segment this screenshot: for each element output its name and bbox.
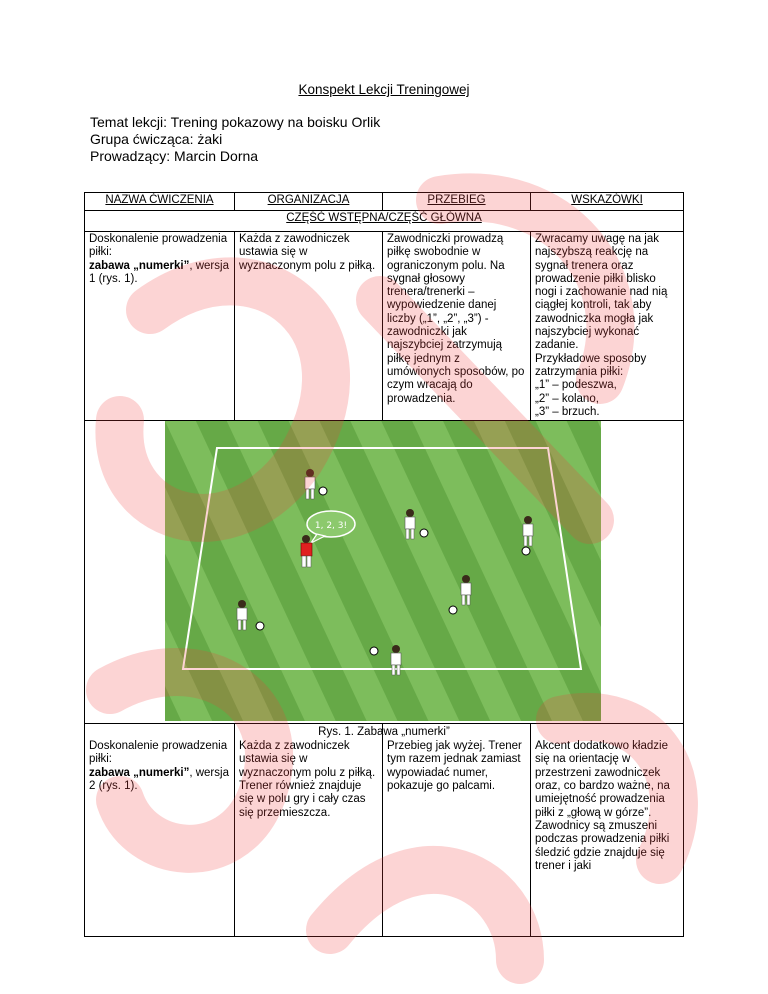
document-title: Konspekt Lekcji Treningowej — [298, 82, 470, 97]
tips-list-item: „2” – kolano, — [535, 392, 599, 405]
leader-line: Prowadzący: Marcin Dorna — [90, 148, 259, 164]
speech-text: 1, 2, 3! — [314, 521, 348, 532]
organization-2: Każda z zawodniczek ustawia się w wyznaczonym polu z piłką. Trener również znajduje się w polu gry i cały czas się przemieszcza. — [235, 724, 383, 937]
exercise-row-2 — [85, 724, 684, 937]
exercise-name-text: Doskonalenie prowadzenia piłki: — [89, 233, 228, 259]
ball-icon — [522, 547, 530, 555]
tips-list-intro: Przykładowe sposoby zatrzymania piłki: — [535, 352, 647, 378]
lesson-table — [84, 192, 684, 937]
header-tips: WSKAZÓWKI — [571, 194, 643, 206]
course-2: Przebieg jak wyżej. Trener tym razem jednak zamiast wypowiadać numer, pokazuje go palcami. — [383, 724, 531, 937]
tips-list-item: „1” – podeszwa, — [535, 379, 617, 392]
ball-icon — [319, 487, 327, 495]
exercise-name-bold: zabawa „numerki” — [89, 259, 190, 272]
course-1: Zawodniczki prowadzą piłkę swobodnie w ograniczonym polu. Na sygnał głosowy trenera/trenerki – wypowiedzenie danej liczby („1”, „2”, „3”) - zawodniczki jak najszybciej zatrzymują piłkę jednym z umówionych sposobów, po czym wracają do prowadzenia. — [383, 232, 531, 421]
section-title: CZĘŚĆ WSTĘPNA/CZĘŚĆ GŁÓWNA — [286, 212, 482, 224]
lesson-meta — [90, 114, 380, 165]
topic-line: Temat lekcji: Trening pokazowy na boisku Orlik — [90, 114, 381, 130]
tips-2: Akcent dodatkowo kładzie się na orientację w przestrzeni zawodniczek oraz, co bardzo ważne, na umiejętność prowadzenia piłki z „głową w górze”. Zawodnicy są zmuszeni podczas prowadzenia piłki śledzić gdzie znajduje się trener i jaki — [531, 724, 684, 937]
ball-icon — [256, 622, 264, 630]
tips-1 — [531, 232, 684, 421]
exercise-row-1 — [85, 232, 684, 421]
exercise-name-text: Doskonalenie prowadzenia piłki: — [89, 740, 228, 766]
organization-1: Każda z zawodniczek ustawia się w wyznaczonym polu z piłką. — [235, 232, 383, 421]
exercise-name-2 — [85, 724, 235, 937]
figure-row — [85, 421, 684, 724]
ball-icon — [420, 529, 428, 537]
exercise-name-suffix: , wersja 2 (rys. 1). — [89, 766, 229, 793]
group-line: Grupa ćwicząca: żaki — [90, 131, 223, 147]
header-course: PRZEBIEG — [427, 194, 486, 206]
header-name: NAZWA ĆWICZENIA — [105, 194, 214, 206]
tips-text: Zwracamy uwagę na jak najszybszą reakcję na sygnał trenera oraz prowadzenie piłki blisko nogi i zachowanie nad nią ciągłej kontroli, tak aby zawodniczka mogła jak najszybciej wykonać zadanie. — [535, 233, 668, 352]
pitch-diagram — [165, 421, 601, 721]
tips-list-item: „3” – brzuch. — [535, 405, 600, 418]
header-organization: ORGANIZACJA — [267, 194, 350, 206]
header-row — [85, 193, 684, 211]
ball-icon — [370, 647, 378, 655]
exercise-name-suffix: , wersja 1 (rys. 1). — [89, 259, 229, 285]
figure-caption: Rys. 1. Zabawa „numerki” — [318, 726, 450, 739]
section-row — [85, 211, 684, 232]
exercise-name-1 — [85, 232, 235, 421]
exercise-name-bold: zabawa „numerki” — [89, 766, 190, 779]
ball-icon — [449, 606, 457, 614]
pitch-grass — [165, 421, 601, 721]
